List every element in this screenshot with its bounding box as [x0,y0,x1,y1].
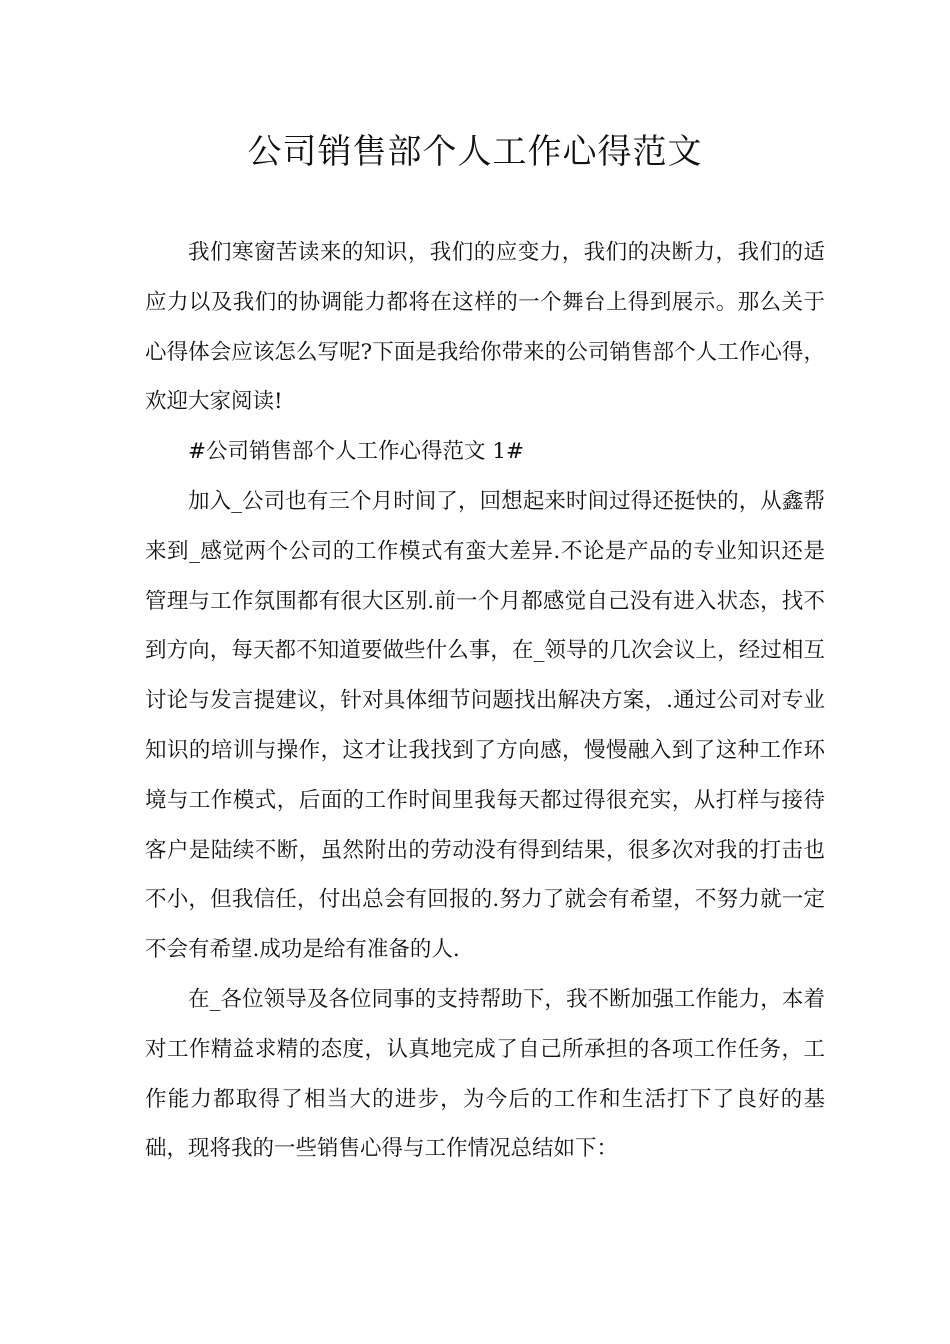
paragraph-intro: 我们寒窗苦读来的知识，我们的应变力，我们的决断力，我们的适应力以及我们的协调能力都将在这样的一个舞台上得到展示。那么关于心得体会应该怎么写呢?下面是我给你带来的公司销售部个人工作心得，欢迎大家阅读! [145,240,825,415]
document-body [145,228,825,1174]
section-heading: #公司销售部个人工作心得范文 1# [188,439,525,465]
paragraph-experience: 加入_公司也有三个月时间了，回想起来时间过得还挺快的，从鑫帮来到_感觉两个公司的工作模式有蛮大差异.不论是产品的专业知识还是管理与工作氛围都有很大区别.前一个月都感觉自己没有进入状态，找不到方向，每天都不知道要做些什么事，在_领导的几次会议上，经过相互讨论与发言提建议，针对具体细节问题找出解决方案，.通过公司对专业知识的培训与操作，这才让我找到了方向感，慢慢融入到了这种工作环境与工作模式，后面的工作时间里我每天都过得很充实，从打样与接待客户是陆续不断，虽然附出的劳动没有得到结果，很多次对我的打击也不小，但我信任，付出总会有回报的.努力了就会有希望，不努力就一定不会有希望.成功是给有准备的人. [145,488,825,963]
document-title: 公司销售部个人工作心得范文 [247,132,703,172]
paragraph-summary: 在_各位领导及各位同事的支持帮助下，我不断加强工作能力，本着对工作精益求精的态度，认真地完成了自己所承担的各项工作任务，工作能力都取得了相当大的进步，为今后的工作和生活打下了良好的基础，现将我的一些销售心得与工作情况总结如下： [145,986,825,1162]
